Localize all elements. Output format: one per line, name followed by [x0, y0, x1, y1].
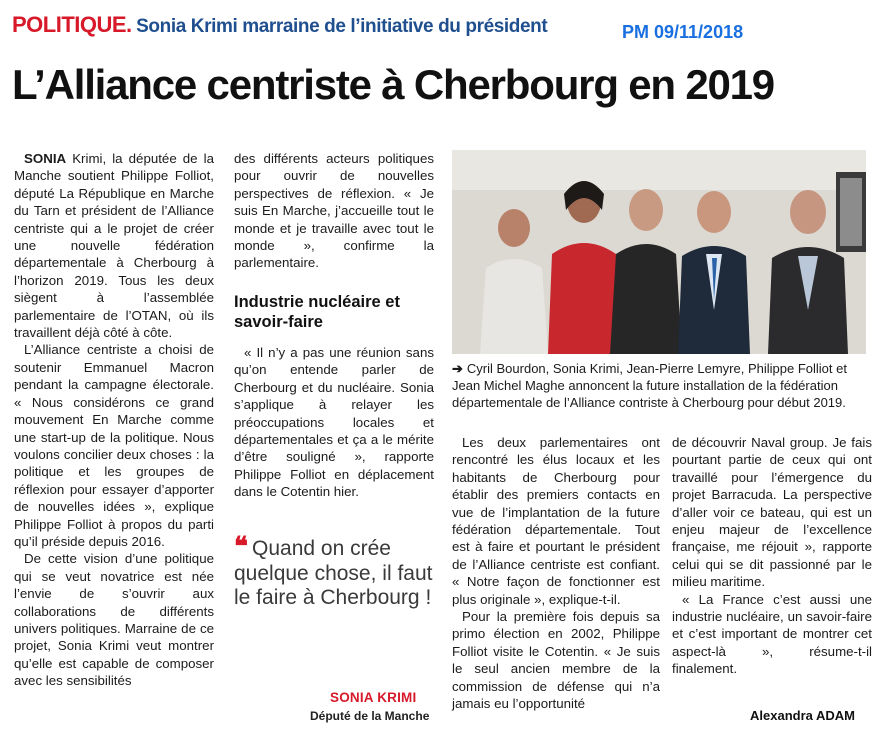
paragraph: de découvrir Naval group. Je fais pourtant partie de ceux qui ont travaillé pour l’émergence du projet Barracuda. La perspective d’aller voir ce bateau, qui est un enjeu majeur de l’excellence française, me réjouit », rapporte celui qui se dit passionné par le milieu maritime.	[672, 435, 872, 590]
quote-mark-icon: ❝	[234, 531, 248, 561]
paragraph: Les deux parlementaires ont rencontré les élus locaux et les habitants de Cherbourg pour établir des premiers contacts en vue de l’implantation de la future fédération départementale. Tout est à faire et pourtant le président de l’Alliance centriste est confiant. « Notre façon de fonctionner est plus originale », explique-t-il.	[452, 435, 660, 607]
paragraph-text: Krimi, la députée de la Manche soutient Philippe Folliot, député La République en Marche du Tarn et président de l’Alliance centriste qui a le projet de créer une nouvelle fédération départementale à Cherbourg à l’horizon 2019. Tous les deux siègent à l’assemblée parlementaire de l’OTAN, où ils travaillent déjà côté à côte.	[14, 151, 214, 341]
paragraph: des différents acteurs politiques pour ouvrir de nouvelles perspectives de réflexion. « Je suis En Marche, j’accueille tout le monde et je travaille avec tout le monde », confirme la parlementaire.	[234, 151, 434, 271]
section-rubric: POLITIQUE.	[12, 12, 132, 37]
column-1	[14, 150, 214, 690]
group-photo	[452, 150, 866, 354]
column-2	[234, 150, 434, 272]
column-4	[672, 434, 872, 678]
paragraph: « Il n’y a pas une réunion sans qu’on entende parler de Cherbourg et du nucléaire. Sonia s’applique à relayer les préoccupations locales et départementales et ça a le mérite d’être souligné », rapporte Philippe Folliot en déplacement dans le Cotentin hier.	[234, 345, 434, 500]
pull-quote	[234, 531, 434, 611]
pull-quote-text: Quand on crée quelque chose, il faut le faire à Cherbourg !	[234, 537, 433, 609]
column-2-continued	[234, 344, 434, 501]
photo-caption	[452, 360, 870, 411]
paragraph: L’Alliance centriste a choisi de soutenir Emmanuel Macron pendant la campagne électorale. « Nous considérons ce grand mouvement En Marche comme une start-up de la politique. Nous voulons concilier deux choses : la politique et les groupes de réflexion pour essayer d’apporter de nouvelles idées », explique Philippe Folliot à propos du parti qu’il préside depuis 2016.	[14, 342, 214, 549]
pull-quote-role: Député de la Manche	[310, 709, 430, 723]
paragraph: De cette vision d’une politique qui se veut novatrice est née l’envie de s’ouvrir aux collaborations de différents univers politiques. Marraine de ce projet, Sonia Krimi veut montrer qu’elle est capable de composer avec les sensibilités	[14, 551, 214, 689]
paragraph: « La France c’est aussi une industrie nucléaire, un savoir-faire et c’est important de montrer cet aspect-là », résume-t-il finalement.	[672, 591, 872, 677]
column-3	[452, 434, 660, 713]
header-line	[12, 12, 547, 38]
subheading: Industrie nucléaire et savoir-faire	[234, 293, 400, 331]
headline: L’Alliance centriste à Cherbourg en 2019	[12, 61, 774, 108]
caption-text: Cyril Bourdon, Sonia Krimi, Jean-Pierre Lemyre, Philippe Folliot et Jean Michel Maghe annoncent la future installation de la fédération départementale de l’Alliance contriste à Cherbourg pour début 2019.	[452, 361, 847, 410]
paragraph: Pour la première fois depuis sa primo élection en 2002, Philippe Folliot visite le Cotentin. « Je suis le seul ancien membre de la commission de défense qui n’a jamais eu l’opportunité	[452, 609, 660, 712]
pull-quote-author: SONIA KRIMI	[330, 690, 417, 705]
kicker: Sonia Krimi marraine de l’initiative du président	[136, 16, 548, 37]
lead-word: SONIA	[24, 151, 67, 166]
date-stamp: PM 09/11/2018	[622, 22, 744, 42]
arrow-icon: ➔	[452, 361, 463, 376]
paragraph	[14, 150, 214, 341]
author-signature: Alexandra ADAM	[750, 708, 855, 723]
